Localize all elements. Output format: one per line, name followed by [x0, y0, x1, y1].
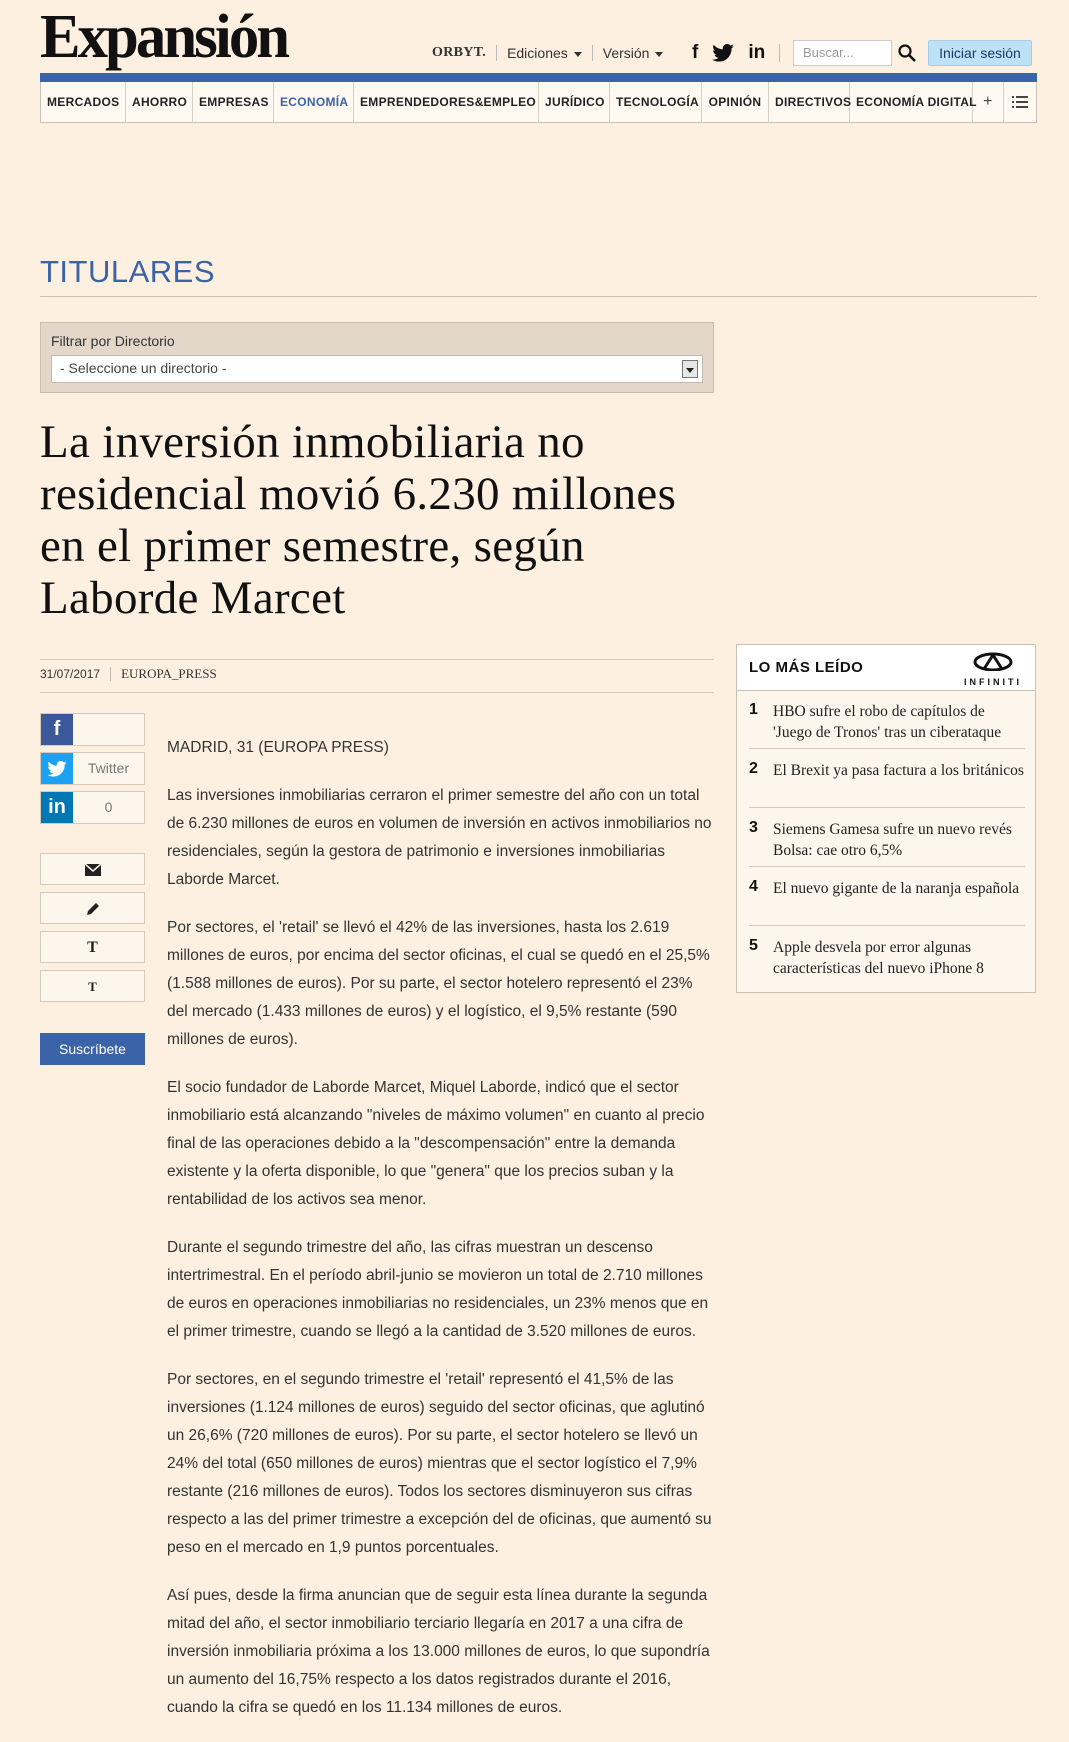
section-title: TITULARES — [40, 254, 216, 289]
search-input[interactable]: Buscar... — [793, 40, 892, 66]
sponsor-name: INFINITI — [964, 677, 1022, 687]
filter-label: Filtrar por Directorio — [51, 333, 175, 349]
article-paragraph: Por sectores, en el segundo trimestre el 'retail' representó el 41,5% de las inversiones (1.124 millones de euros) seguido del sector oficinas, que aglutinó un 26,6% (720 millones de euros). Por su parte, el sector hotelero se llevó un 24% del total (650 millones de euros) mientras que el sector logístico el 7,9% restante (216 millones de euros). Todos los sectores disminuyeron sus cifras respecto a las del primer trimestre a excepción del de oficinas, que aumentó su peso en el mercado en 1,9 puntos porcentuales. — [167, 1371, 712, 1556]
most-read-item[interactable] — [749, 809, 1025, 867]
most-read-link[interactable]: HBO sufre el robo de capítulos de 'Juego de Tronos' tras un ciberataque — [773, 703, 1002, 741]
envelope-icon — [85, 864, 101, 876]
version-dropdown[interactable] — [603, 45, 664, 61]
facebook-share-count — [73, 714, 144, 745]
nav-item-opinion[interactable]: OPINIÓN — [702, 82, 769, 122]
chevron-down-icon — [574, 52, 582, 57]
twitter-icon — [41, 753, 73, 784]
most-read-link[interactable]: Apple desvela por error algunas características del nuevo iPhone 8 — [773, 939, 984, 977]
nav-item-ahorro[interactable]: AHORRO — [126, 82, 193, 122]
linkedin-share-count: 0 — [104, 799, 113, 815]
nav-accent-bar — [40, 73, 1037, 82]
most-read-item[interactable] — [749, 868, 1025, 926]
nav-item-economia-digital[interactable]: ECONOMÍA DIGITAL — [850, 82, 973, 122]
infiniti-logo-icon — [973, 651, 1013, 671]
most-read-rank: 1 — [749, 701, 758, 718]
chevron-down-icon[interactable] — [682, 360, 698, 378]
comment-button[interactable] — [40, 892, 145, 924]
nav-item-directivos[interactable]: DIRECTIVOS — [769, 82, 850, 122]
nav-item-juridico[interactable]: JURÍDICO — [539, 82, 610, 122]
most-read-link[interactable]: El nuevo gigante de la naranja española — [773, 880, 1020, 897]
chevron-down-icon — [655, 52, 663, 57]
most-read-rank: 3 — [749, 819, 758, 836]
pencil-icon — [86, 902, 100, 916]
meta-divider-bottom — [40, 692, 714, 693]
article-paragraph: Así pues, desde la firma anuncian que de seguir esta línea durante la segunda mitad del año, el sector inmobiliario terciario llegaría en 2017 a una cifra de inversión inmobiliaria próxima a los 13.000 millones de euros, lo que supondría un aumento del 16,75% respecto a los datos registrados durante el 2016, cuando la cifra se quedó en los 11.134 millones de euros. — [167, 1587, 710, 1716]
nav-item-emprendedores[interactable]: EMPRENDEDORES&EMPLEO — [354, 82, 539, 122]
facebook-share-button[interactable] — [40, 713, 145, 746]
most-read-item[interactable] — [749, 691, 1025, 749]
twitter-icon[interactable] — [712, 44, 734, 62]
linkedin-icon: in — [41, 792, 73, 823]
most-read-widget — [736, 644, 1036, 993]
linkedin-share-button[interactable] — [40, 791, 145, 824]
divider — [779, 44, 780, 62]
divider — [592, 45, 593, 61]
linkedin-icon[interactable]: in — [748, 42, 766, 63]
most-read-rank: 5 — [749, 937, 758, 954]
article-author[interactable]: EUROPA_PRESS — [121, 666, 217, 681]
ediciones-dropdown[interactable] — [507, 45, 582, 61]
nav-item-economia[interactable]: ECONOMÍA — [274, 82, 354, 122]
site-logo[interactable]: Expansión — [40, 3, 288, 71]
search-icon[interactable] — [897, 43, 917, 63]
article-date: 31/07/2017 — [40, 667, 101, 681]
nav-item-mercados[interactable]: MERCADOS — [41, 82, 126, 122]
directory-select[interactable] — [51, 355, 703, 383]
article-paragraph: El socio fundador de Laborde Marcet, Miquel Laborde, indicó que el sector inmobiliario está alcanzando "niveles de máximo volumen" en cuanto al precio final de las operaciones debido a la "descompensación" entre la demanda existente y la oferta disponible, lo que "genera" que los precios suban y la rentabilidad de los activos sea menor. — [167, 1079, 705, 1208]
plus-icon[interactable]: + — [973, 82, 1004, 122]
main-nav — [40, 82, 1037, 123]
version-label: Versión — [602, 45, 650, 61]
increase-font-button[interactable]: T — [40, 931, 145, 963]
article-paragraph: Durante el segundo trimestre del año, las cifras muestran un descenso intertrimestral. En el período abril-junio se movieron un total de 2.710 millones de euros en operaciones inmobiliarias no residenciales, un 23% menos que en el primer trimestre, cuando se llegó a la cantidad de 3.520 millones de euros. — [167, 1239, 709, 1340]
article-headline: La inversión inmobiliaria no residencial movió 6.230 millones en el primer semestre, según Laborde Marcet — [40, 416, 677, 624]
email-button[interactable] — [40, 853, 145, 885]
most-read-title: LO MÁS LEÍDO — [749, 659, 864, 676]
meta-divider-top — [40, 659, 714, 660]
article-paragraph: MADRID, 31 (EUROPA PRESS) — [167, 739, 389, 756]
nav-item-tecnologia[interactable]: TECNOLOGÍA — [610, 82, 702, 122]
decrease-font-button[interactable]: T — [40, 970, 145, 1002]
directory-filter — [40, 322, 714, 393]
article-paragraph: Las inversiones inmobiliarias cerraron el primer semestre del año con un total de 6.230 millones de euros en volumen de inversión en activos inmobiliarios no residenciales, según la gestora de patrimonio e inversiones inmobiliarias Laborde Marcet. — [167, 787, 712, 888]
most-read-rank: 4 — [749, 878, 758, 895]
most-read-link[interactable]: El Brexit ya pasa factura a los británicos — [773, 762, 1024, 779]
sponsor-logo[interactable] — [957, 651, 1029, 685]
article-body — [167, 734, 715, 1742]
orbyt-link[interactable]: ORBYT. — [432, 45, 487, 60]
subscribe-button[interactable]: Suscríbete — [40, 1033, 145, 1065]
most-read-item[interactable] — [749, 750, 1025, 808]
most-read-header — [737, 645, 1035, 691]
divider — [496, 45, 497, 61]
divider — [110, 667, 111, 681]
ediciones-label: Ediciones — [507, 45, 568, 61]
facebook-icon[interactable]: f — [692, 42, 699, 63]
nav-item-empresas[interactable]: EMPRESAS — [193, 82, 274, 122]
section-divider — [40, 296, 1037, 297]
list-icon[interactable] — [1004, 82, 1035, 122]
directory-select-value: - Seleccione un directorio - — [60, 360, 227, 376]
social-links — [692, 42, 780, 64]
article-paragraph: Por sectores, el 'retail' se llevó el 42% de las inversiones, hasta los 2.619 millones de euros, por encima del sector oficinas, el cual se quedó en el 25,5% (1.588 millones de euros). Por su parte, el sector hotelero representó el 23% del mercado (1.433 millones de euros) y el logístico, el 9,5% restante (590 millones de euros). — [167, 919, 710, 1048]
most-read-rank: 2 — [749, 760, 758, 777]
top-links — [432, 42, 663, 64]
twitter-share-button[interactable] — [40, 752, 145, 785]
twitter-share-label: Twitter — [87, 760, 130, 776]
most-read-link[interactable]: Siemens Gamesa sufre un nuevo revés Bolsa: cae otro 6,5% — [773, 821, 1012, 859]
login-button[interactable]: Iniciar sesión — [928, 40, 1032, 66]
article-meta — [40, 666, 217, 682]
most-read-item[interactable] — [749, 927, 1025, 985]
facebook-icon: f — [41, 714, 73, 745]
